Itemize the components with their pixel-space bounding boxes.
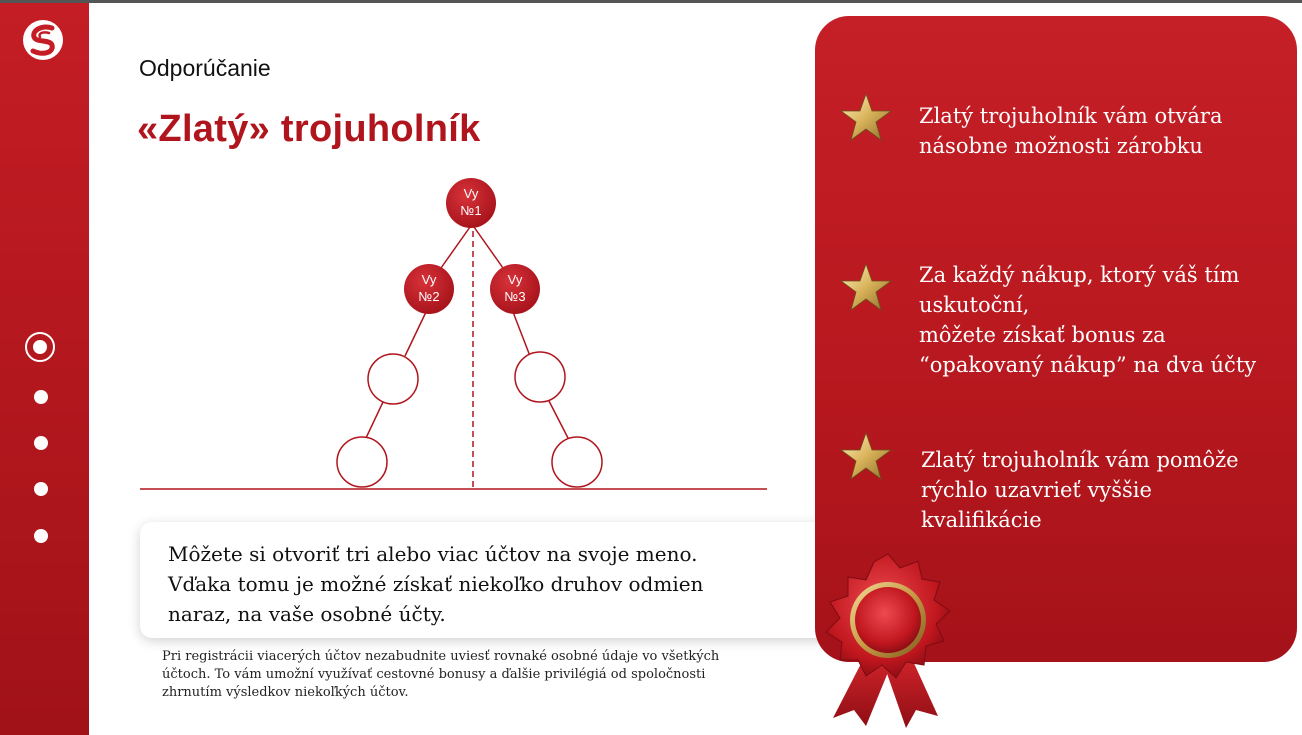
- info-card-line-2: Vďaka tomu je možné získať niekoľko druhov odmien: [168, 572, 704, 596]
- slide-title: «Zlatý» trojuholník: [137, 108, 481, 150]
- tree-edge: [513, 312, 530, 356]
- footnote-line-1: Pri registrácii viacerých účtov nezabudnite uviesť rovnaké osobné údaje vo všetkých: [162, 649, 720, 664]
- empty-tree-node: [368, 354, 418, 404]
- info-card-line-1: Môžete si otvoriť tri alebo viac účtov na svoje meno.: [168, 542, 698, 566]
- benefit-item-1: [919, 101, 1223, 161]
- footnote: [162, 648, 762, 702]
- tree-edge: [366, 402, 383, 438]
- benefit-3-line-3: kvalifikácie: [921, 508, 1042, 532]
- tree-node-1-line1: Vy: [463, 186, 479, 201]
- empty-tree-node: [552, 437, 602, 487]
- benefit-2-line-4: “opakovaný nákup” na dva účty: [919, 353, 1257, 377]
- tree-node-3-line1: Vy: [507, 272, 523, 287]
- slide-nav-dot-5[interactable]: [34, 529, 48, 543]
- benefit-3-line-2: rýchlo uzavrieť vyššie: [921, 478, 1152, 502]
- footnote-line-2: účtoch. To vám umožní využívať cestovné bonusy a ďalšie privilégiá od spoločnosti: [162, 667, 706, 682]
- tree-node-2: [404, 264, 454, 314]
- slide-subtitle: Odporúčanie: [139, 55, 271, 81]
- info-card-line-3: naraz, na vaše osobné účty.: [168, 602, 446, 626]
- info-card-text: [168, 539, 808, 629]
- benefit-3-line-1: Zlatý trojuholník vám pomôže: [921, 448, 1239, 472]
- benefit-item-2: [919, 260, 1256, 380]
- tree-node-3: [490, 264, 540, 314]
- benefit-2-line-1: Za každý nákup, ktorý váš tím: [919, 263, 1240, 287]
- tree-node-1: [446, 178, 496, 228]
- empty-tree-node: [337, 437, 387, 487]
- gold-star-icon: [838, 92, 894, 142]
- tree-edge: [405, 312, 426, 356]
- gold-star-icon: [838, 262, 894, 312]
- tree-node-1-line2: №1: [460, 203, 482, 218]
- benefit-2-line-3: môžete získať bonus za: [919, 323, 1166, 347]
- tree-node-2-line1: Vy: [421, 272, 437, 287]
- referral-tree-diagram: [0, 0, 820, 500]
- tree-edge: [474, 227, 503, 268]
- benefit-2-line-2: uskutoční,: [919, 293, 1030, 317]
- tree-edge: [549, 401, 568, 438]
- benefit-1-line-1: Zlatý trojuholník vám otvára: [919, 104, 1223, 128]
- award-rosette-icon: [798, 540, 978, 730]
- empty-tree-node: [515, 352, 565, 402]
- tree-node-2-line2: №2: [418, 289, 440, 304]
- benefit-item-3: [921, 445, 1239, 535]
- benefit-1-line-2: násobne možnosti zárobku: [919, 134, 1203, 158]
- gold-star-icon: [838, 431, 894, 481]
- tree-node-3-line2: №3: [504, 289, 526, 304]
- info-card: [140, 522, 830, 638]
- tree-edge: [441, 227, 470, 268]
- footnote-line-3: zhrnutím výsledkov niekoľkých účtov.: [162, 685, 409, 700]
